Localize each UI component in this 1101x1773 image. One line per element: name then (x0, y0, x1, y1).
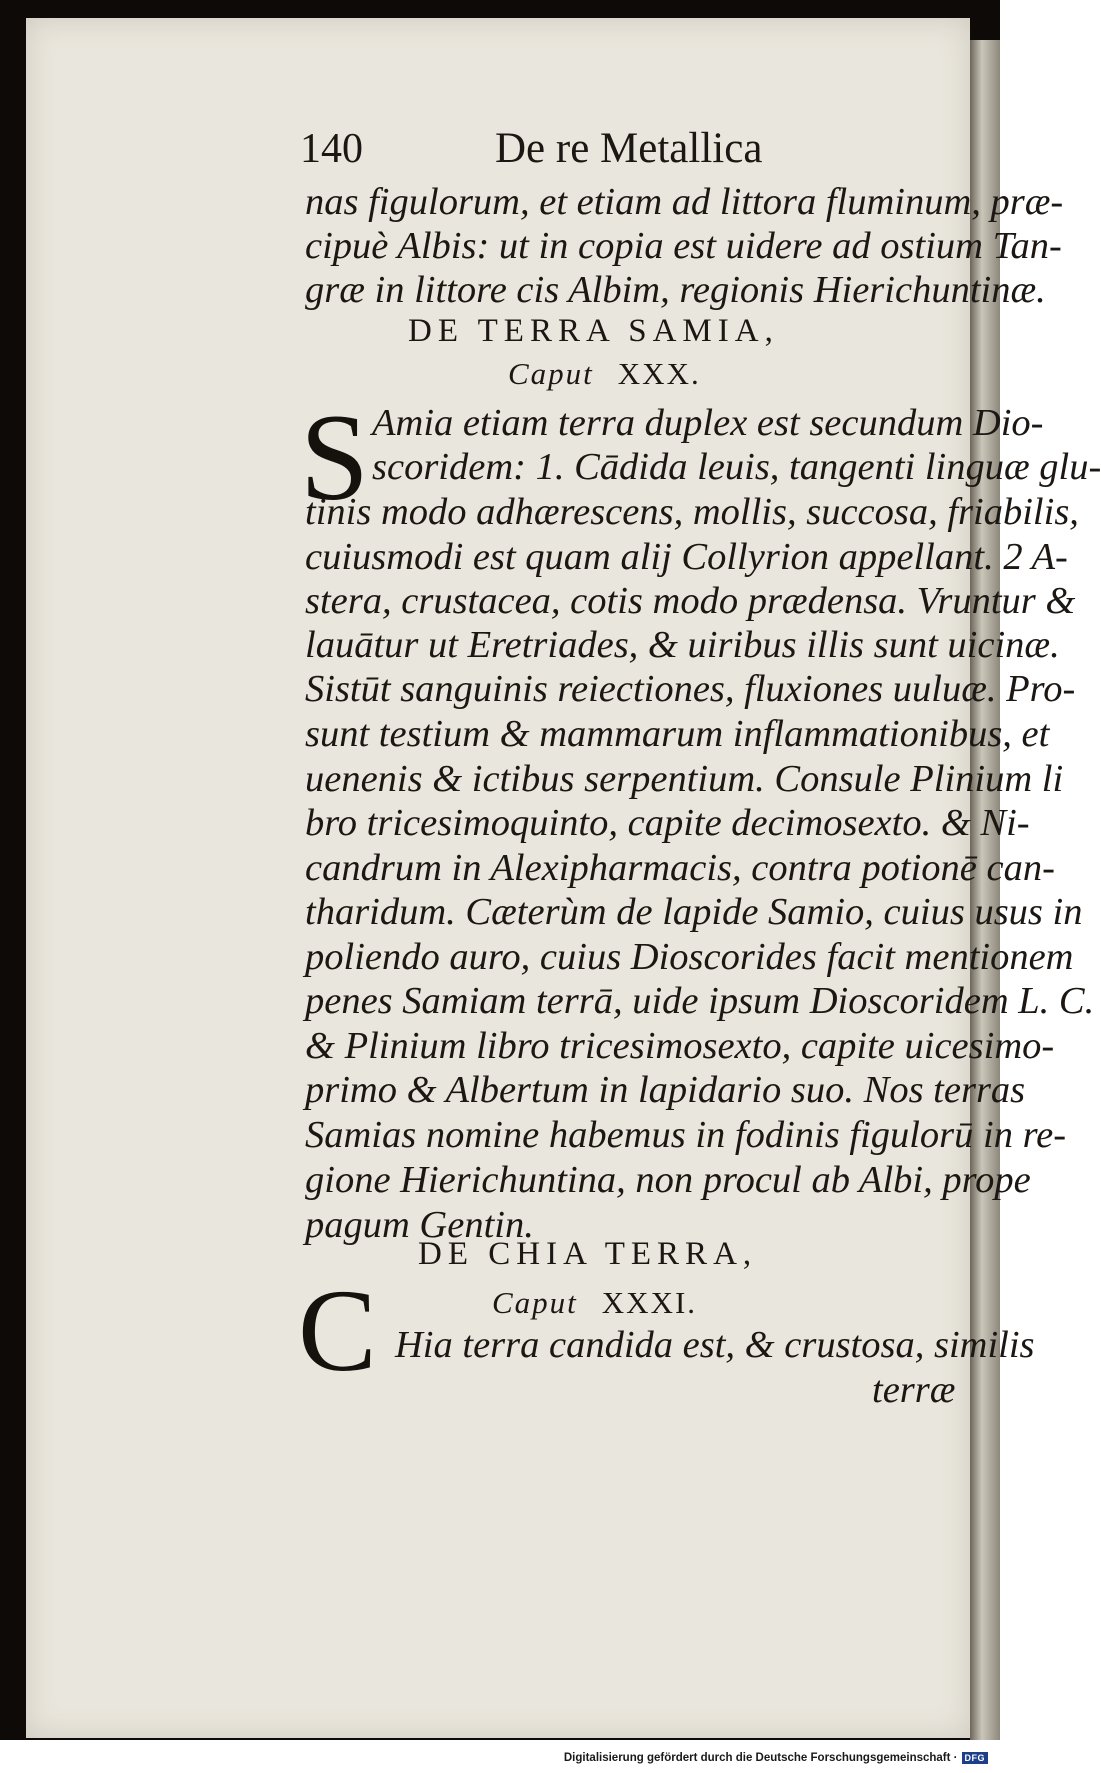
text-line: lauātur ut Eretriades, & uiribus illis sunt uicinæ. (305, 624, 1060, 666)
text-line: poliendo auro, cuius Dioscorides facit mentionem (305, 936, 1074, 978)
running-head: De re Metallica (495, 125, 763, 172)
catchword: terræ (872, 1369, 956, 1411)
section-heading-samia: DE TERRA SAMIA, (408, 313, 779, 349)
digitization-credit (564, 1752, 988, 1764)
caput-word: Caput (492, 1285, 578, 1320)
drop-cap-c: C (298, 1265, 377, 1396)
text-line: cuiusmodi est quam alij Collyrion appellant. 2 A- (305, 536, 1068, 578)
text-line: Sistūt sanguinis reiectiones, fluxiones uuluæ. Pro- (305, 668, 1076, 710)
page-number: 140 (300, 126, 363, 172)
text-line: stera, crustacea, cotis modo prædensa. Vruntur & (305, 580, 1076, 622)
caput-number: XXX. (617, 356, 701, 391)
chapter-label-xxxi (492, 1285, 697, 1321)
text-line: Hia terra candida est, & crustosa, similis (395, 1324, 1035, 1366)
text-line: scoridem: 1. Cādida leuis, tangenti linguæ glu- (372, 446, 1101, 488)
caput-word: Caput (508, 356, 594, 391)
text-line: Amia etiam terra duplex est secundum Dio- (372, 402, 1044, 444)
section-heading-chia: DE CHIA TERRA, (418, 1236, 758, 1272)
text-line: cipuè Albis: ut in copia est uidere ad ostium Tan- (305, 225, 1062, 267)
text-line: gione Hierichuntina, non procul ab Albi, prope (305, 1159, 1031, 1201)
caput-number: XXXI. (601, 1285, 698, 1320)
text-line: bro tricesimoquinto, capite decimosexto. & Ni- (305, 802, 1030, 844)
text-line: pagum Gentin. (305, 1204, 534, 1246)
text-line: tinis modo adhærescens, mollis, succosa, friabilis, (305, 491, 1079, 533)
text-line: Samias nomine habemus in fodinis figulorū in re- (305, 1114, 1067, 1156)
credit-text: Digitalisierung gefördert durch die Deutsche Forschungsgemeinschaft · (563, 1752, 958, 1764)
text-line: græ in littore cis Albim, regionis Hierichuntinæ. (305, 269, 1046, 311)
chapter-label-xxx (508, 356, 701, 392)
text-line: tharidum. Cæterùm de lapide Samio, cuius usus in (305, 891, 1083, 933)
text-line: nas figulorum, et etiam ad littora fluminum, præ- (305, 181, 1064, 223)
text-line: & Plinium libro tricesimosexto, capite uicesimo- (305, 1025, 1055, 1067)
dfg-logo: DFG (962, 1752, 989, 1764)
text-line: sunt testium & mammarum inflammationibus, et (305, 713, 1050, 755)
text-line: penes Samiam terrā, uide ipsum Dioscoridem L. C. (305, 980, 1095, 1022)
text-line: candrum in Alexipharmacis, contra potionē can- (305, 847, 1055, 889)
text-line: uenenis & ictibus serpentium. Consule Plinium li (305, 758, 1064, 800)
text-line: primo & Albertum in lapidario suo. Nos terras (305, 1069, 1026, 1111)
drop-cap-s: S (300, 389, 369, 526)
